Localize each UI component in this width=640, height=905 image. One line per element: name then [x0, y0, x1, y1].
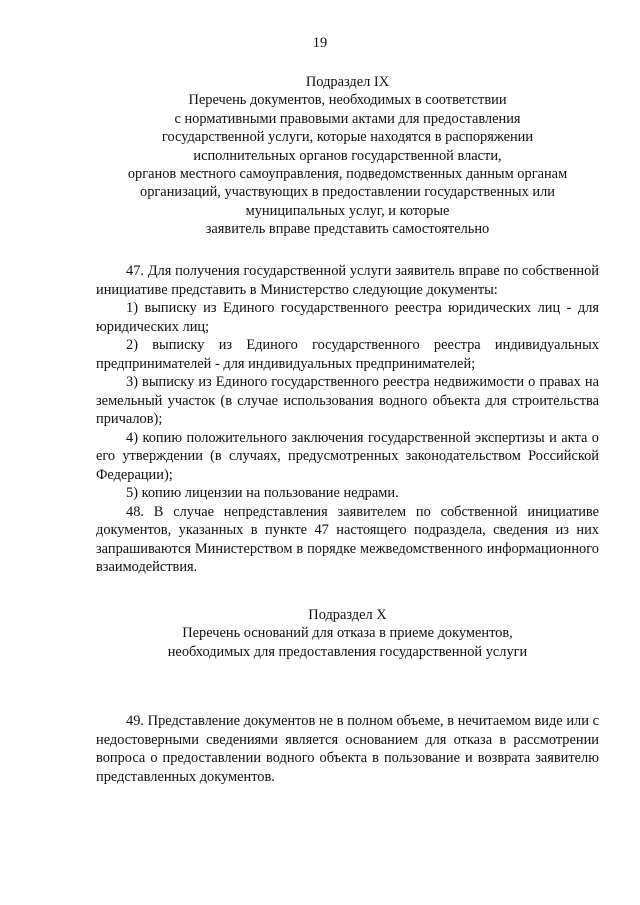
subsection-ix-heading-line: государственной услуги, которые находятся в распоряжении — [161, 129, 534, 146]
subsection-x-heading-line: Перечень оснований для отказа в приеме документов, — [182, 625, 513, 642]
paragraph-48: 48. В случае непредставления заявителем по собственной инициативе документов, указанных в пункте 47 настоящего подраздела, сведения из них запрашиваются Министерством в порядке межведомственного информационного взаимодействия. — [96, 503, 599, 575]
subsection-x-heading-line: необходимых для предоставления государственной услуги — [167, 643, 528, 660]
list-item-2: 2) выписку из Единого государственного реестра индивидуальных предпринимателей - для индивидуальных предпринимателей; — [96, 337, 599, 372]
subsection-ix-heading-line: органов местного самоуправления, подведомственных данным органам — [127, 166, 568, 183]
subsection-ix-heading-line: исполнительных органов государственной власти, — [193, 147, 502, 164]
subsection-x-heading — [95, 606, 600, 661]
subsection-ix-heading-line: Перечень документов, необходимых в соответствии — [188, 92, 507, 109]
subsection-ix-title: Подраздел IX — [305, 74, 390, 90]
list-item-5: 5) копию лицензии на пользование недрами. — [126, 485, 399, 501]
page-number: 19 — [312, 35, 328, 51]
subsection-ix-heading — [95, 73, 600, 239]
subsection-ix-heading-line: муниципальных услуг, и которые — [245, 202, 450, 219]
subsection-ix-heading-line: заявитель вправе представить самостоятельно — [205, 221, 490, 238]
subsection-ix-body — [96, 262, 599, 577]
list-item-1: 1) выписку из Единого государственного реестра юридических лиц - для юридических лиц; — [96, 300, 599, 335]
subsection-x-body — [96, 712, 599, 786]
subsection-ix-heading-line: организаций, участвующих в предоставлении государственных или — [140, 184, 555, 201]
paragraph-49: 49. Представление документов не в полном объеме, в нечитаемом виде или с недостоверными сведениями является основанием для отказа в рассмотрении вопроса о предоставлении водного объекта в пользование и возврата заявителю представленных документов. — [96, 713, 599, 785]
subsection-x-title: Подраздел X — [308, 607, 387, 623]
list-item-4: 4) копию положительного заключения государственной экспертизы и акта о его утверждении (в случаях, предусмотренных законодательством Российской Федерации); — [96, 429, 599, 483]
subsection-ix-heading-line: с нормативными правовыми актами для предоставления — [174, 110, 521, 127]
list-item-3: 3) выписку из Единого государственного реестра недвижимости о правах на земельный участок (в случае использования водного объекта для строительства причалов); — [96, 374, 599, 427]
paragraph-47: 47. Для получения государственной услуги заявитель вправе по собственной инициативе представить в Министерство следующие документы: — [96, 263, 599, 298]
